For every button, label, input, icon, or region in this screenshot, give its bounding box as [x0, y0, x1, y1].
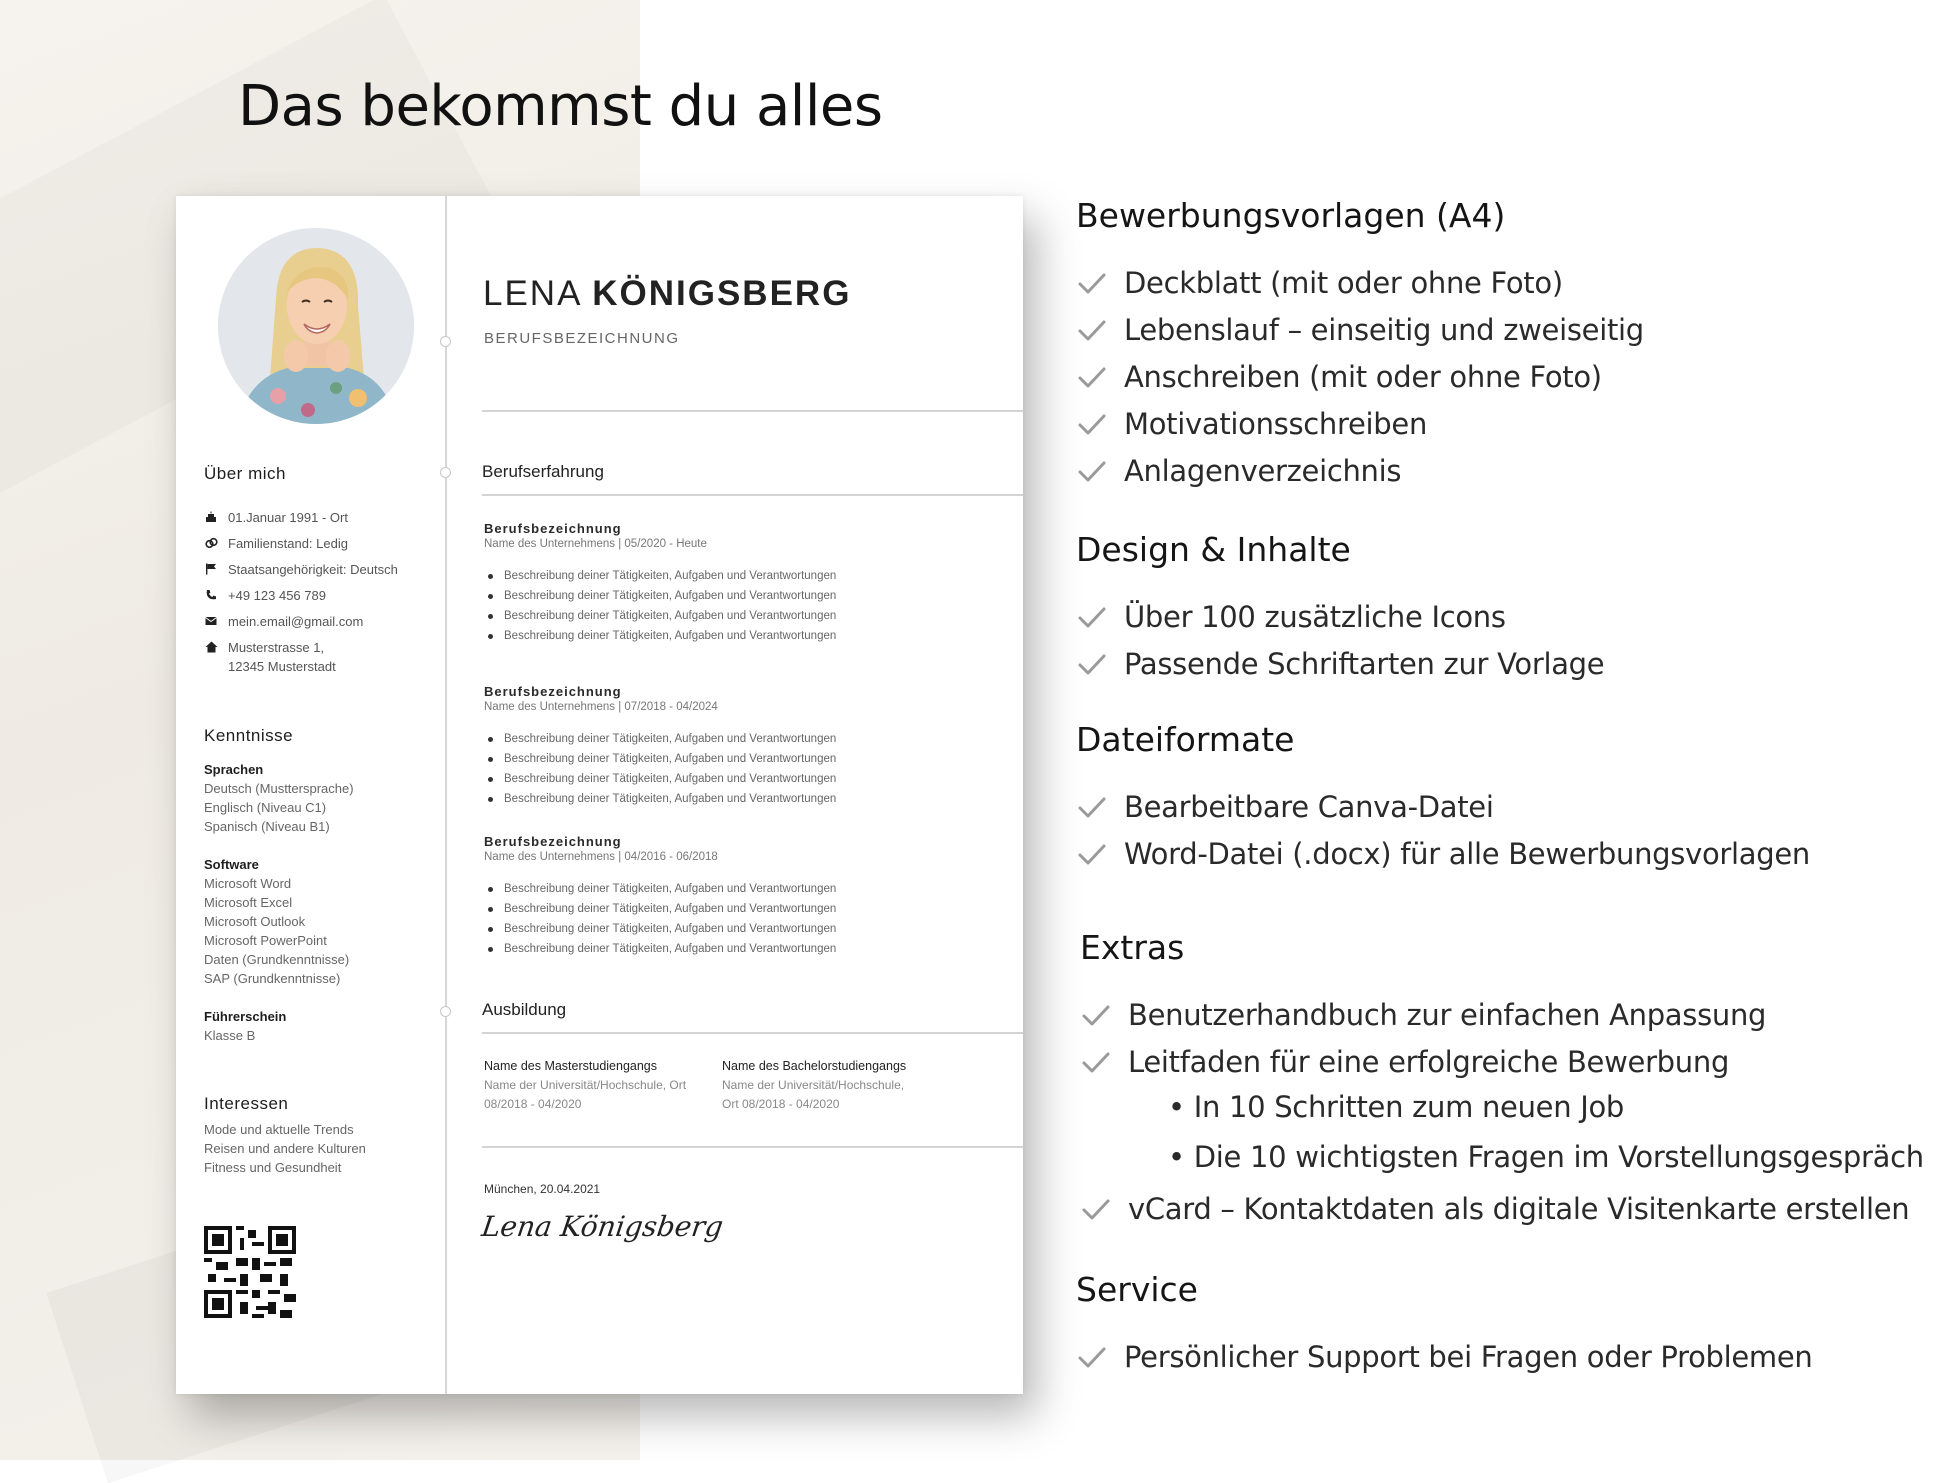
- check-icon: [1076, 838, 1108, 870]
- software-item: Daten (Grundkenntnisse): [204, 952, 350, 967]
- check-icon: [1076, 601, 1108, 633]
- bullet-item: Beschreibung deiner Tätigkeiten, Aufgaben und Verantwortungen: [484, 566, 1004, 586]
- language-item: Englisch (Niveau C1): [204, 800, 327, 815]
- check-icon: [1076, 267, 1108, 299]
- feature-item: Passende Schriftarten zur Vorlage: [1076, 647, 1604, 681]
- interest-item: Mode und aktuelle Trends: [204, 1122, 354, 1137]
- bullet-item: Beschreibung deiner Tätigkeiten, Aufgaben und Verantwortungen: [484, 586, 1004, 606]
- divider: [482, 1032, 1023, 1034]
- bullet-item: Beschreibung deiner Tätigkeiten, Aufgaben und Verantwortungen: [484, 729, 1004, 749]
- check-icon: [1080, 1193, 1112, 1225]
- feature-item: vCard – Kontaktdaten als digitale Visitenkarte erstellen: [1080, 1192, 1909, 1226]
- timeline-dot: [440, 336, 451, 347]
- check-icon: [1080, 1046, 1112, 1078]
- divider: [482, 494, 1023, 496]
- phone-icon: [204, 588, 218, 602]
- check-icon: [1076, 648, 1108, 680]
- license-heading: Führerschein: [204, 1009, 287, 1024]
- bullet-item: Beschreibung deiner Tätigkeiten, Aufgaben und Verantwortungen: [484, 899, 1004, 919]
- section-heading-service: Service: [1076, 1270, 1198, 1309]
- feature-item: Deckblatt (mit oder ohne Foto): [1076, 266, 1563, 300]
- feature-item: Leitfaden für eine erfolgreiche Bewerbung: [1080, 1045, 1729, 1079]
- info-nationality: Staatsangehörigkeit: Deutsch: [204, 560, 398, 579]
- section-heading-design: Design & Inhalte: [1076, 530, 1351, 569]
- date-place: München, 20.04.2021: [484, 1182, 601, 1196]
- about-section: [204, 464, 424, 484]
- info-phone: +49 123 456 789: [204, 586, 326, 605]
- flag-icon: [204, 562, 218, 576]
- resume-preview: [176, 196, 1023, 1394]
- language-item: Spanisch (Niveau B1): [204, 819, 330, 834]
- check-icon: [1080, 999, 1112, 1031]
- about-list: [204, 508, 424, 688]
- experience-heading: Berufserfahrung: [482, 462, 604, 481]
- rings-icon: [204, 536, 218, 550]
- feature-subitem: • In 10 Schritten zum neuen Job: [1168, 1090, 1625, 1124]
- home-icon: [204, 640, 218, 654]
- check-icon: [1076, 314, 1108, 346]
- about-heading: Über mich: [204, 464, 286, 483]
- bullet-item: Beschreibung deiner Tätigkeiten, Aufgaben und Verantwortungen: [484, 879, 1004, 899]
- bullet-item: Beschreibung deiner Tätigkeiten, Aufgaben und Verantwortungen: [484, 919, 1004, 939]
- bullet-item: Beschreibung deiner Tätigkeiten, Aufgaben und Verantwortungen: [484, 789, 1004, 809]
- feature-item: Bearbeitbare Canva-Datei: [1076, 790, 1494, 824]
- bullet-item: Beschreibung deiner Tätigkeiten, Aufgaben und Verantwortungen: [484, 606, 1004, 626]
- interest-item: Reisen und andere Kulturen: [204, 1141, 366, 1156]
- bullet-item: Beschreibung deiner Tätigkeiten, Aufgaben und Verantwortungen: [484, 769, 1004, 789]
- feature-item: Motivationsschreiben: [1076, 407, 1427, 441]
- signature: Lena Königsberg: [479, 1210, 726, 1243]
- page-title: Das bekommst du alles: [238, 74, 883, 139]
- languages-heading: Sprachen: [204, 762, 264, 777]
- check-icon: [1076, 1341, 1108, 1373]
- skills-section: [204, 726, 424, 1045]
- resume-job-title: BERUFSBEZEICHNUNG: [484, 330, 680, 347]
- education-entry: Name des Bachelorstudiengangs Name der Universität/Hochschule, Ort 08/2018 - 04/2020: [722, 1059, 907, 1111]
- profile-photo: [218, 228, 414, 424]
- education-heading: Ausbildung: [482, 1000, 567, 1019]
- info-birthdate: 01.Januar 1991 - Ort: [204, 508, 348, 527]
- check-icon: [1076, 455, 1108, 487]
- bullet-item: Beschreibung deiner Tätigkeiten, Aufgaben und Verantwortungen: [484, 939, 1004, 959]
- education-entry: Name des Masterstudiengangs Name der Universität/Hochschule, Ort 08/2018 - 04/2020: [484, 1059, 687, 1111]
- license-item: Klasse B: [204, 1028, 256, 1043]
- feature-item: Lebenslauf – einseitig und zweiseitig: [1076, 313, 1644, 347]
- qr-code-icon: [204, 1226, 296, 1318]
- job-entry: Berufsbezeichnung Name des Unternehmens | 04/2016 - 06/2018 Beschreibung deiner Tätigkeiten, Aufgaben und Verantwortungen Beschreibung deiner Tätigkeiten, Aufgaben und Verantwortungen Beschreibung deiner Tätigkeiten, Aufgaben und Verantwortungen Beschreibung deiner Tätigkeiten, Aufgaben und Verantwortungen: [484, 833, 1004, 959]
- section-heading-formats: Dateiformate: [1076, 720, 1295, 759]
- interests-section: [204, 1094, 424, 1177]
- divider: [482, 410, 1023, 412]
- interests-heading: Interessen: [204, 1094, 289, 1113]
- timeline-line: [445, 196, 447, 1394]
- software-item: Microsoft Outlook: [204, 914, 306, 929]
- timeline-dot: [440, 467, 451, 478]
- feature-item: Benutzerhandbuch zur einfachen Anpassung: [1080, 998, 1766, 1032]
- feature-item: Anlagenverzeichnis: [1076, 454, 1401, 488]
- section-heading-extras: Extras: [1080, 928, 1185, 967]
- cake-icon: [204, 510, 218, 524]
- feature-item: Über 100 zusätzliche Icons: [1076, 600, 1506, 634]
- bullet-item: Beschreibung deiner Tätigkeiten, Aufgaben und Verantwortungen: [484, 626, 1004, 646]
- info-marital-status: Familienstand: Ledig: [204, 534, 348, 553]
- info-email: mein.email@gmail.com: [204, 612, 363, 631]
- resume-name: LENA KÖNIGSBERG: [483, 274, 852, 313]
- portrait-illustration: [218, 228, 414, 424]
- software-heading: Software: [204, 857, 259, 872]
- software-item: Microsoft Word: [204, 876, 292, 891]
- mail-icon: [204, 614, 218, 628]
- job-entry: Berufsbezeichnung Name des Unternehmens | 07/2018 - 04/2024 Beschreibung deiner Tätigkeiten, Aufgaben und Verantwortungen Beschreibung deiner Tätigkeiten, Aufgaben und Verantwortungen Beschreibung deiner Tätigkeiten, Aufgaben und Verantwortungen Beschreibung deiner Tätigkeiten, Aufgaben und Verantwortungen: [484, 683, 1004, 809]
- check-icon: [1076, 361, 1108, 393]
- software-item: SAP (Grundkenntnisse): [204, 971, 341, 986]
- interest-item: Fitness und Gesundheit: [204, 1160, 342, 1175]
- feature-subitem: • Die 10 wichtigsten Fragen im Vorstellungsgespräch: [1168, 1140, 1924, 1174]
- skills-heading: Kenntnisse: [204, 726, 294, 745]
- check-icon: [1076, 408, 1108, 440]
- info-address: Musterstrasse 1, 12345 Musterstadt: [204, 638, 336, 676]
- timeline-dot: [440, 1006, 451, 1017]
- feature-item: Persönlicher Support bei Fragen oder Problemen: [1076, 1340, 1813, 1374]
- divider: [482, 1146, 1023, 1148]
- feature-item: Word-Datei (.docx) für alle Bewerbungsvorlagen: [1076, 837, 1810, 871]
- language-item: Deutsch (Musttersprache): [204, 781, 354, 796]
- check-icon: [1076, 791, 1108, 823]
- job-entry: Berufsbezeichnung Name des Unternehmens | 05/2020 - Heute Beschreibung deiner Tätigkeiten, Aufgaben und Verantwortungen Beschreibung deiner Tätigkeiten, Aufgaben und Verantwortungen Beschreibung deiner Tätigkeiten, Aufgaben und Verantwortungen Beschreibung deiner Tätigkeiten, Aufgaben und Verantwortungen: [484, 520, 1004, 646]
- bullet-item: Beschreibung deiner Tätigkeiten, Aufgaben und Verantwortungen: [484, 749, 1004, 769]
- software-item: Microsoft PowerPoint: [204, 933, 327, 948]
- feature-item: Anschreiben (mit oder ohne Foto): [1076, 360, 1602, 394]
- software-item: Microsoft Excel: [204, 895, 293, 910]
- section-heading-templates: Bewerbungsvorlagen (A4): [1076, 196, 1506, 235]
